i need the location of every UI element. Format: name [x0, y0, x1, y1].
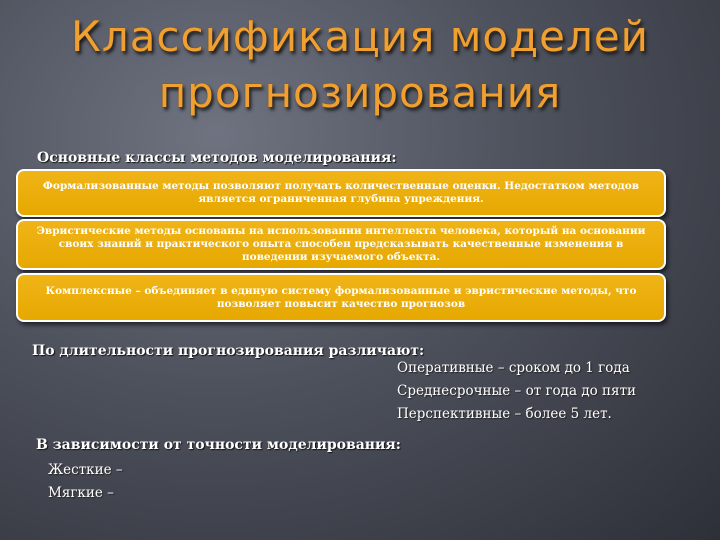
complex-methods-box: Комплексные – объединяет в единую систему формализованные и эвристические методы, что позволяет повысит качество прогнозов [16, 273, 666, 322]
accuracy-item-soft: Мягкие – [48, 485, 114, 501]
accuracy-item-rigid: Жесткие – [48, 462, 123, 478]
heuristic-methods-box: Эвристические методы основаны на использовании интеллекта человека, который на основании своих знаний и практического опыта способен предсказывать качественные изменения в поведении изучаемого объекта. [16, 219, 666, 270]
formal-methods-box: Формализованные методы позволяют получать количественные оценки. Недостатком методов является ограниченная глубина упреждения. [16, 169, 666, 217]
duration-item-medium-term: Среднесрочные – от года до пяти [397, 383, 637, 399]
duration-item-operational: Оперативные – сроком до 1 года [397, 360, 630, 376]
slide-title-line-1: Классификация моделей [71, 12, 649, 61]
duration-heading: По длительности прогнозирования различают: [32, 343, 425, 359]
classes-heading: Основные классы методов моделирования: [37, 150, 397, 166]
accuracy-heading: В зависимости от точности моделирования: [36, 437, 401, 453]
duration-item-long-term: Перспективные – более 5 лет. [397, 406, 612, 422]
slide-title-line-2: прогнозирования [158, 68, 562, 117]
